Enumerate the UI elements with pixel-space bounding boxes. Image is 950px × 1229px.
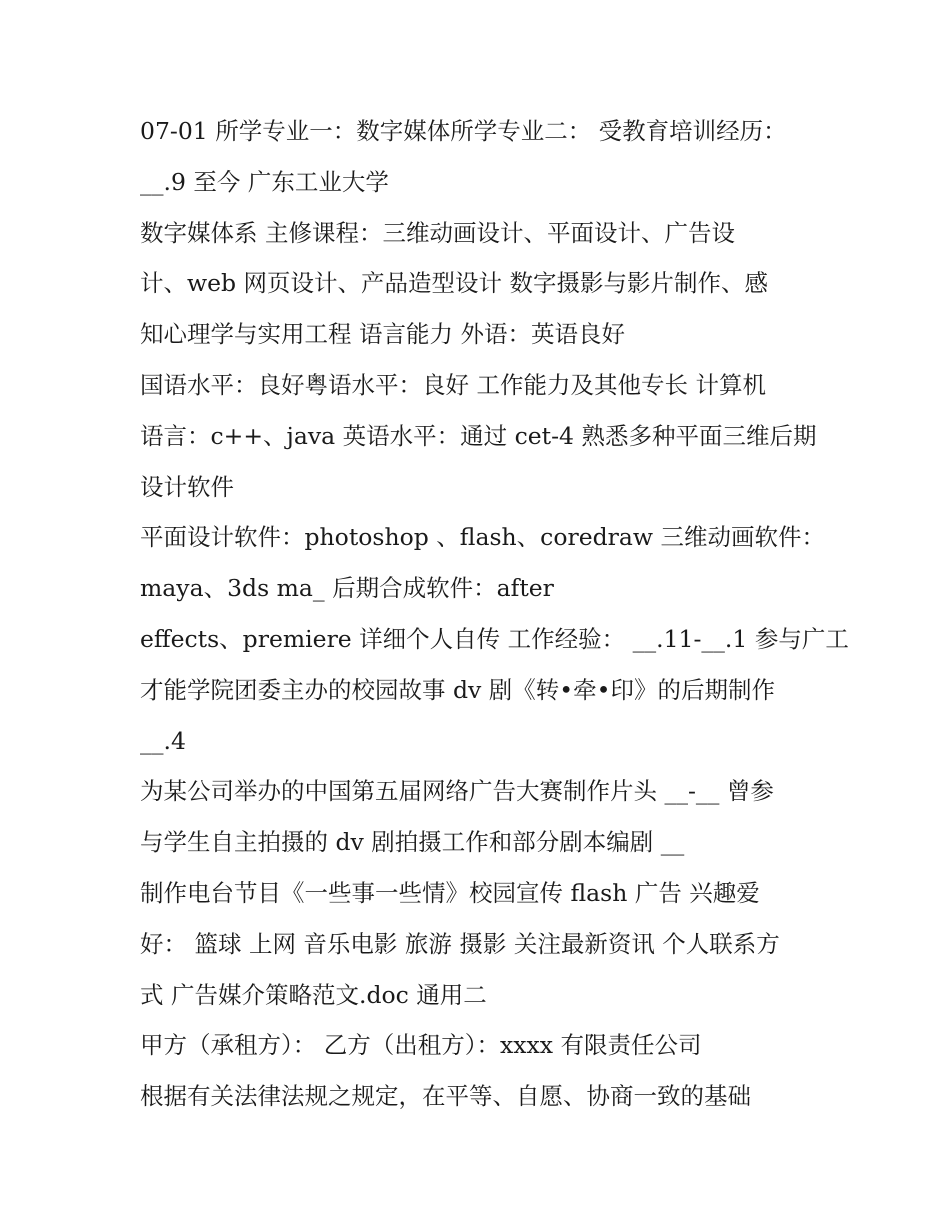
text-line: 计、web 网页设计、产品造型设计 数字摄影与影片制作、感 [140, 269, 769, 298]
text-line: 式 广告媒介策略范文.doc 通用二 [140, 980, 487, 1009]
text-line: 语言：c++、java 英语水平：通过 cet-4 熟悉多种平面三维后期 [140, 421, 817, 450]
text-line: effects、premiere 详细个人自传 工作经验： __.11-__.1 参与广工 [140, 624, 849, 653]
document-body [140, 106, 849, 1122]
text-line: 知心理学与实用工程 语言能力 外语：英语良好 [140, 320, 625, 349]
text-line: 为某公司举办的中国第五届网络广告大赛制作片头 __-__ 曾参 [140, 777, 774, 806]
text-line: 好： 篮球 上网 音乐电影 旅游 摄影 关注最新资讯 个人联系方 [140, 929, 780, 958]
text-line: 平面设计软件：photoshop 、flash、coredraw 三维动画软件： [140, 523, 825, 552]
text-line: 与学生自主拍摄的 dv 剧拍摄工作和部分剧本编剧 __ [140, 828, 685, 857]
text-line: 甲方（承租方）： 乙方（出租方）：xxxx 有限责任公司 [140, 1031, 702, 1060]
text-line: __.9 至今 广东工业大学 [140, 167, 389, 196]
text-line: __.4 [140, 726, 186, 755]
text-line: 数字媒体系 主修课程：三维动画设计、平面设计、广告设 [140, 218, 735, 247]
text-line: 制作电台节目《一些事一些情》校园宣传 flash 广告 兴趣爱 [140, 878, 760, 907]
text-line: 07-01 所学专业一：数字媒体所学专业二： 受教育培训经历： [140, 117, 787, 145]
text-line: 根据有关法律法规之规定，在平等、自愿、协商一致的基础 [140, 1082, 751, 1111]
text-line: 才能学院团委主办的校园故事 dv 剧《转•牵•印》的后期制作 [140, 675, 775, 704]
text-line: 设计软件 [140, 472, 234, 501]
text-line: maya、3ds ma_ 后期合成软件：after [140, 574, 554, 603]
text-line: 国语水平：良好粤语水平：良好 工作能力及其他专长 计算机 [140, 370, 766, 399]
